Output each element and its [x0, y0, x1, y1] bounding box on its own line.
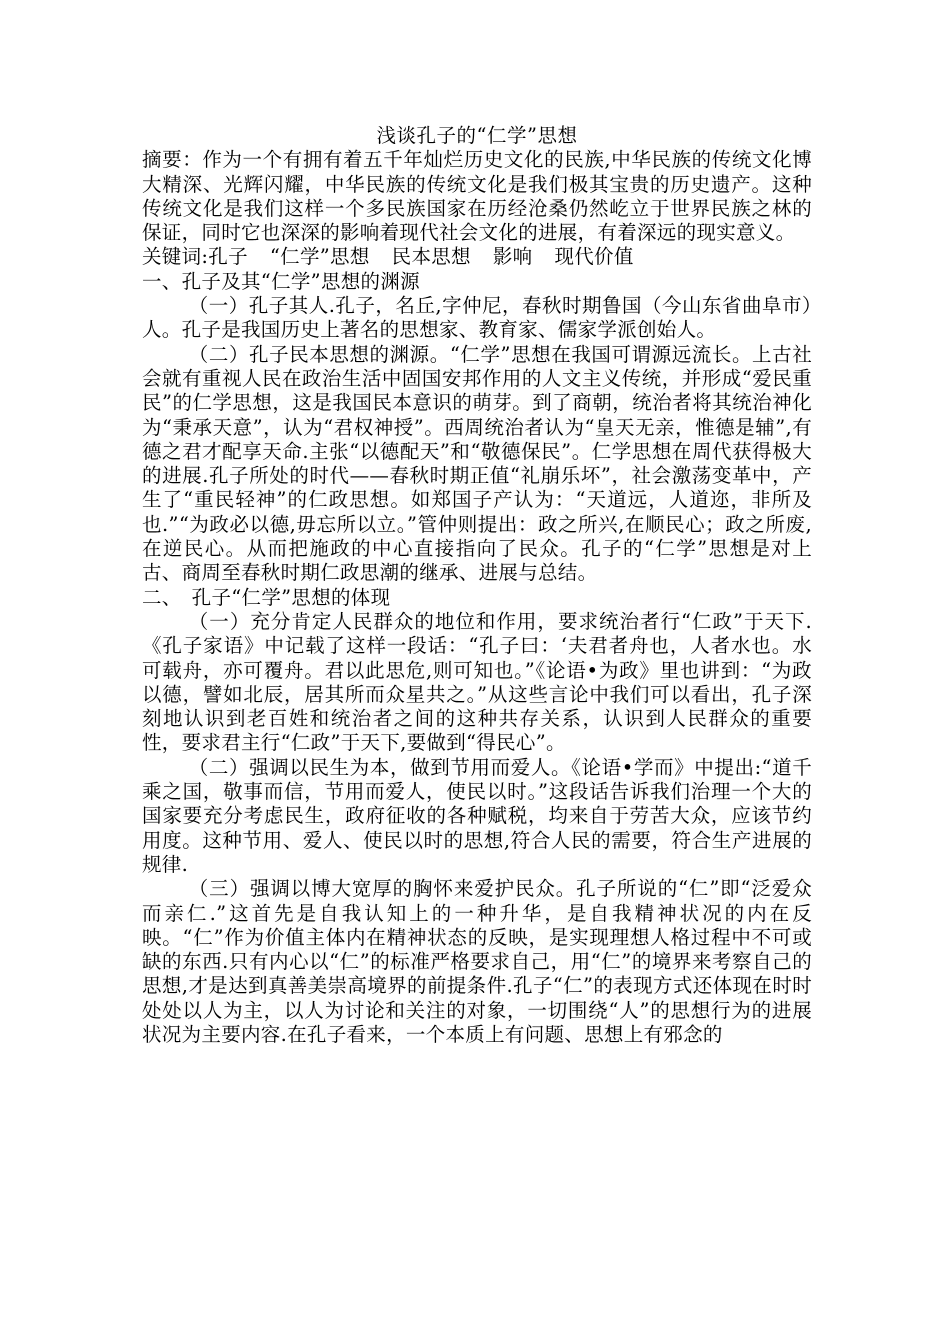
abstract-paragraph: 摘要：作为一个有拥有着五千年灿烂历史文化的民族,中华民族的传统文化博大精深、光辉闪耀，中华民族的传统文化是我们极其宝贵的历史遗产。这种传统文化是我们这样一个多民族国家在历经沧桑仍然屹立于世界民族之林的保证，同时它也深深的影响着现代社会文化的进展，有着深远的现实意义。 [142, 148, 812, 245]
section2-paragraph-1: （一）充分肯定人民群众的地位和作用，要求统治者行“仁政”于天下.《孔子家语》中记载了这样一段话：“孔子曰：‘夫君者舟也，人者水也。水可载舟，亦可覆舟。君以此思危,则可知也。”《论语•为政》里也讲到：“为政以德，譬如北辰，居其所而众星共之。”从这些言论中我们可以看出，孔子深刻地认识到老百姓和统治者之间的这种共存关系，认识到人民群众的重要性，要求君主行“仁政”于天下,要做到“得民心”。 [142, 609, 812, 755]
keywords-line [142, 245, 812, 269]
section1-paragraph-1: （一）孔子其人.孔子，名丘,字仲尼，春秋时期鲁国（今山东省曲阜市）人。孔子是我国历史上著名的思想家、教育家、儒家学派创始人。 [142, 294, 812, 342]
section1-paragraph-2: （二）孔子民本思想的渊源。“仁学”思想在我国可谓源远流长。上古社会就有重视人民在政治生活中固国安邦作用的人文主义传统，并形成“爱民重民”的仁学思想，这是我国民本意识的萌芽。到了商朝，统治者将其统治神化为“秉承天意”，认为“君权神授”。西周统治者认为“皇天无亲，惟德是辅”,有德之君才配享天命.主张“以德配天”和“敬德保民”。仁学思想在周代获得极大的进展.孔子所处的时代——春秋时期正值“礼崩乐坏”，社会激荡变革中，产生了“重民轻神”的仁政思想。如郑国子产认为：“天道远，人道迩，非所及也.”“为政必以德,毋忘所以立。”管仲则提出：政之所兴,在顺民心；政之所废,在逆民心。从而把施政的中心直接指向了民众。孔子的“仁学”思想是对上古、商周至春秋时期仁政思潮的继承、进展与总结。 [142, 342, 812, 585]
section2-paragraph-3: （三）强调以博大宽厚的胸怀来爱护民众。孔子所说的“仁”即“泛爱众而亲仁.”这首先是自我认知上的一种升华，是自我精神状况的内在反映。“仁”作为价值主体内在精神状态的反映，是实现理想人格过程中不可或缺的东西.只有内心以“仁”的标准严格要求自己，用“仁”的境界来考察自己的思想,才是达到真善美崇高境界的前提条件.孔子“仁”的表现方式还体现在时时处处以人为主，以人为讨论和关注的对象，一切围绕“人”的思想行为的进展状况为主要内容.在孔子看来，一个本质上有问题、思想上有邪念的 [142, 877, 812, 1046]
keyword-item: 现代价值 [554, 245, 634, 269]
keyword-item: 民本思想 [391, 245, 471, 269]
document-title: 浅谈孔子的“仁学”思想 [376, 124, 578, 147]
keyword-item: “仁学”思想 [269, 245, 370, 269]
section2-paragraph-2: （二）强调以民生为本，做到节用而爱人。《论语•学而》中提出:“道千乘之国，敬事而信，节用而爱人，使民以时。”这段话告诉我们治理一个大的国家要充分考虑民生，政府征收的各种赋税，均来自于劳苦大众，应该节约用度。这种节用、爱人、使民以时的思想,符合人民的需要，符合生产进展的规律. [142, 755, 812, 876]
keywords-label: 关键词: [142, 245, 209, 269]
document-body [142, 124, 812, 1047]
keyword-item: 影响 [492, 245, 533, 269]
keyword-item: 孔子 [208, 245, 248, 269]
section-heading-2: 二、 孔子“仁学”思想的体现 [142, 585, 391, 609]
section-heading-1: 一、孔子及其“仁学”思想的渊源 [142, 269, 420, 293]
